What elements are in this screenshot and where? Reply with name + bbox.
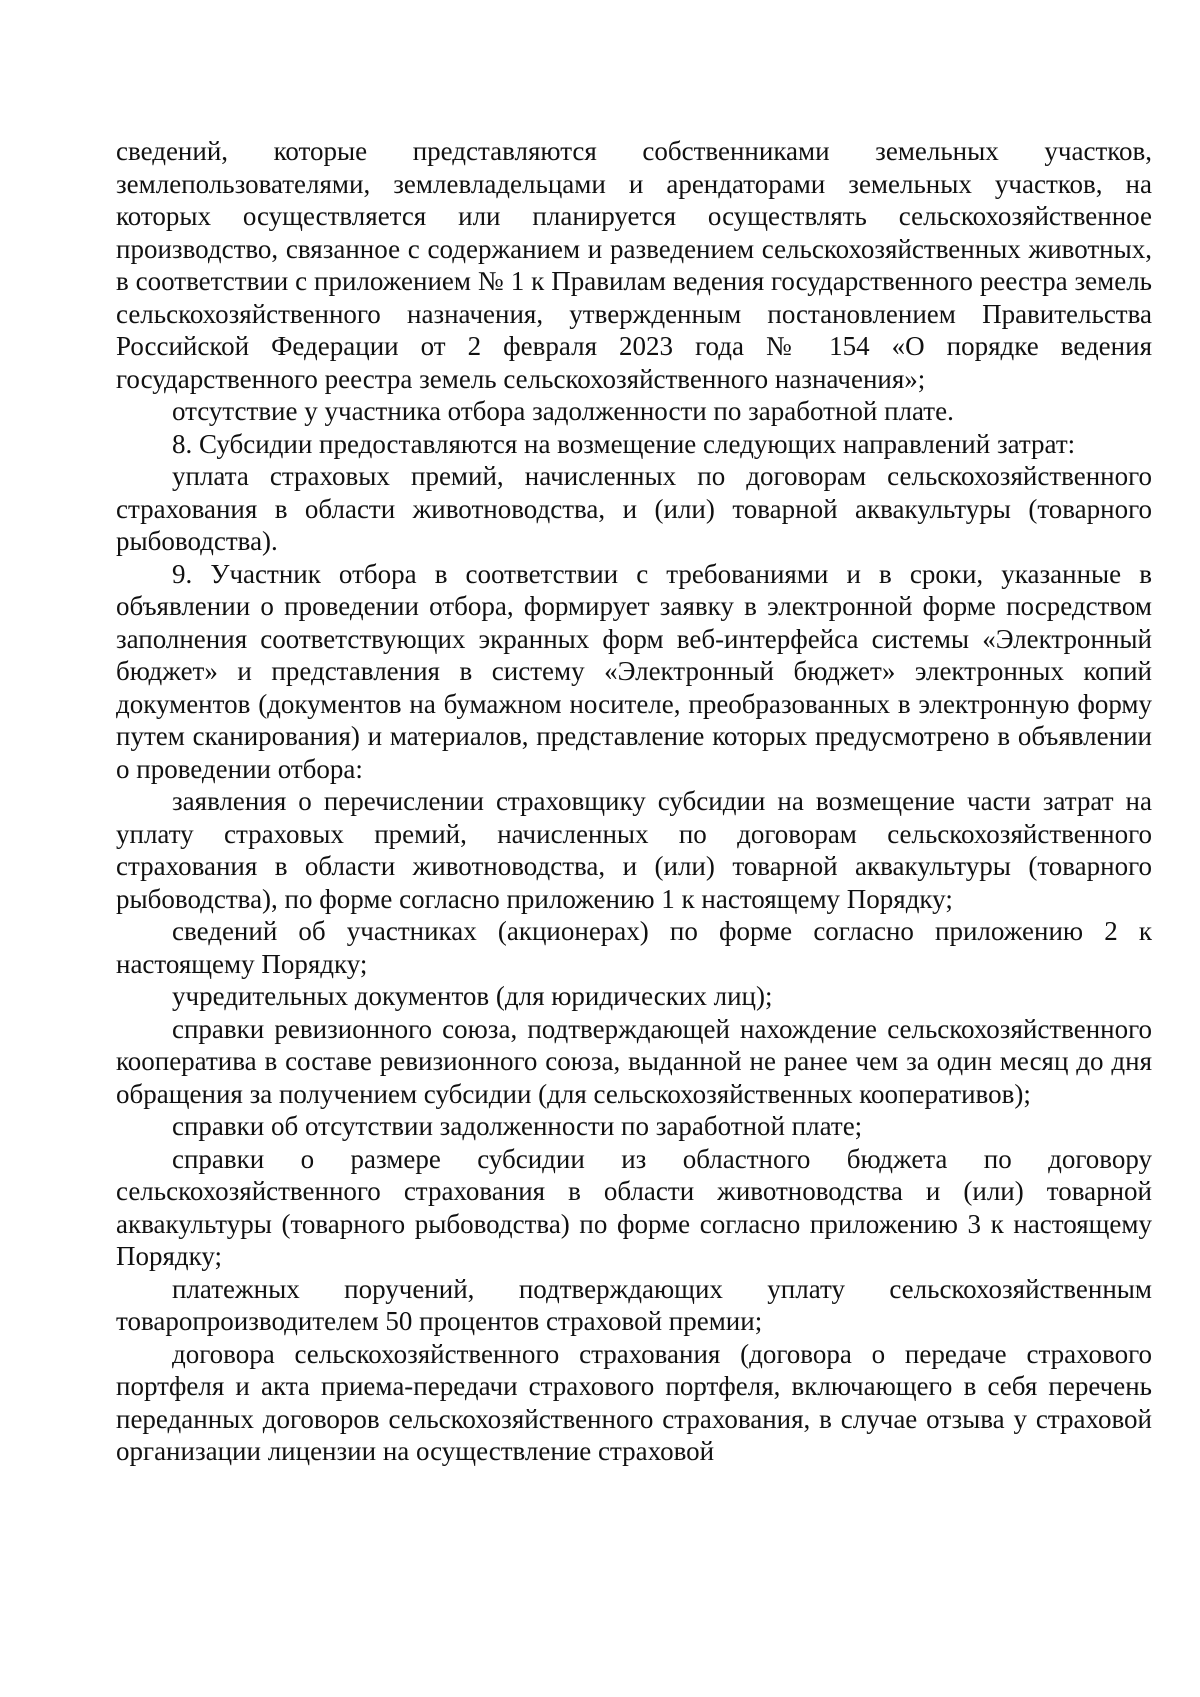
paragraph-salary-certificate: справки об отсутствии задолженности по заработной плате; [172, 1111, 863, 1141]
document-page [116, 135, 1152, 1468]
paragraph-audit-union: справки ревизионного союза, подтверждающей нахождение сельскохозяйственного кооператива в составе ревизионного союза, выданной не ранее чем за один месяц до дня обращения за получением субсидии (для сельскохозяйственных кооперативов); [116, 1013, 1152, 1109]
paragraph-insurance-contract: договора сельскохозяйственного страхования (договора о передаче страхового портфеля и акта приема-передачи страхового портфеля, включающего в себя перечень переданных договоров сельскохозяйственного страхования, в случае отзыва у страховой организации лицензии на осуществление страховой [116, 1338, 1152, 1466]
paragraph-subsidy-amount: справки о размере субсидии из областного бюджета по договору сельскохозяйственного страхования в области животноводства и (или) товарной аквакультуры (товарного рыбоводства) по форме согласно приложению 3 к настоящему Порядку; [116, 1143, 1152, 1271]
paragraph-continuation: сведений, которые представляются собственниками земельных участков, землепользователями, землевладельцами и арендаторами земельных участков, на которых осуществляется или планируется осуществлять сельскохозяйственное производство, связанное с содержанием и разведением сельскохозяйственных животных, в соответствии с приложением № 1 к Правилам ведения государственного реестра земель сельскохозяйственного назначения, утвержденным постановлением Правительства Российской Федерации от 2 февраля 2023 года № 154 «О порядке ведения государственного реестра земель сельскохозяйственного назначения»; [116, 136, 1152, 394]
paragraph-clause-8: 8. Субсидии предоставляются на возмещение следующих направлений затрат: [172, 428, 1076, 459]
paragraph-application: заявления о перечислении страховщику субсидии на возмещение части затрат на уплату страховых премий, начисленных по договорам сельскохозяйственного страхования в области животноводства, и (или) товарной аквакультуры (товарного рыбоводства), по форме согласно приложению 1 к настоящему Порядку; [116, 786, 1152, 914]
paragraph-clause-9: 9. Участник отбора в соответствии с требованиями и в сроки, указанные в объявлении о проведении отбора, формирует заявку в электронной форме посредством заполнения соответствующих экранных форм веб-интерфейса системы «Электронный бюджет» и представления в систему «Электронный бюджет» электронных копий документов (документов на бумажном носителе, преобразованных в электронную форму путем сканирования) и материалов, представление которых предусмотрено в объявлении о проведении отбора: [116, 558, 1152, 784]
paragraph-no-salary-debt: отсутствие у участника отбора задолженности по заработной плате. [172, 396, 954, 426]
paragraph-insurance-premiums: уплата страховых премий, начисленных по договорам сельскохозяйственного страхования в области животноводства, и (или) товарной аквакультуры (товарного рыбоводства). [116, 461, 1152, 556]
paragraph-shareholders: сведений об участниках (акционерах) по форме согласно приложению 2 к настоящему Порядку; [116, 916, 1152, 979]
paragraph-founding-documents: учредительных документов (для юридических лиц); [172, 981, 773, 1011]
paragraph-payment-orders: платежных поручений, подтверждающих уплату сельскохозяйственным товаропроизводителем 50 процентов страховой премии; [116, 1273, 1152, 1336]
